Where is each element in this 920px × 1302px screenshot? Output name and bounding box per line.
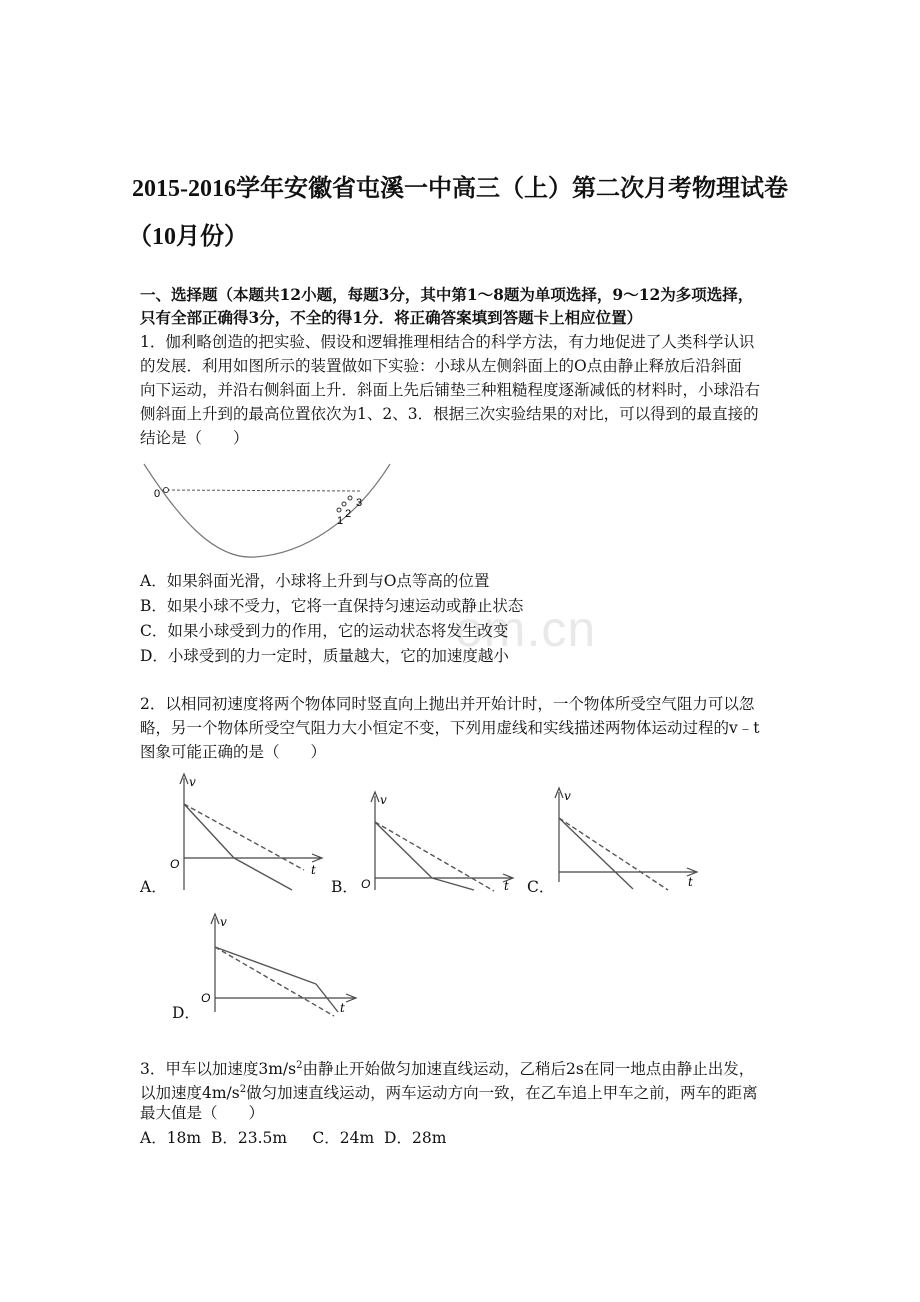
t-label: t [504,879,509,893]
t-label: t [688,875,693,889]
section-header-line-2: 只有全部正确得3分，不全的得1分．将正确答案填到答题卡上相应位置） [140,308,643,327]
watermark: om.cn [455,601,597,657]
q2-graph-b [356,790,521,895]
q2-graph-a [165,772,330,897]
track-curve [144,464,390,557]
q2-graph-c [550,786,710,896]
q3-options: A．18m B．23.5m C．24m D．28m [140,1129,447,1147]
q3-text-line-3: 最大值是（ ） [140,1104,265,1122]
q3-text-line-2 [140,1078,758,1105]
solid-line [184,804,234,858]
q3-line2-part-b: 做匀加速直线运动，两车运动方向一致，在乙车追上甲车之前，两车的距离 [246,1084,758,1102]
label-o: 0 [154,488,161,500]
dashed-line [559,818,668,890]
v-label: v [564,789,571,803]
q3-line2-part-a: 以加速度4m/s [140,1084,240,1102]
label-3: 3 [356,497,363,509]
solid-line [215,947,316,984]
solid-line [559,818,633,889]
ball-2 [342,502,346,506]
q1-text-line: 的发展．利用如图所示的装置做如下实验：小球从左侧斜面上的O点由静止释放后沿斜面 [140,357,742,375]
q1-text-line: 1．伽利略创造的把实验、假设和逻辑推理相结合的科学方法，有力地促进了人类科学认识 [140,333,755,351]
q1-option-b: B．如果小球不受力，它将一直保持匀速运动或静止状态 [140,597,524,615]
solid-line [234,858,292,890]
ball-o [164,488,169,493]
q2-text-line: 2．以相同初速度将两个物体同时竖直向上抛出并开始计时，一个物体所受空气阻力可以忽 [140,695,755,713]
exam-title-subtitle: （10月份） [128,224,248,250]
exam-title: 2015-2016学年安徽省屯溪一中高三（上）第二次月考物理试卷 [132,176,788,202]
dashed-line [215,947,334,1016]
q2-option-d-label: D． [172,1004,200,1022]
q1-text-line: 结论是（ ） [140,429,249,447]
v-label: v [380,793,387,807]
q1-option-a: A．如果斜面光滑，小球将上升到与O点等高的位置 [140,572,490,590]
q1-track-figure [140,460,400,565]
solid-line [432,878,474,890]
dashed-line [375,822,494,891]
t-label: t [340,1001,345,1015]
origin-label: O [201,991,211,1005]
section-header-line-1: 一、选择题（本题共12小题，每题3分，其中第1～8题为单项选择，9～12为多项选择， [140,285,754,304]
origin-label: O [170,857,180,871]
v-label: v [189,775,196,789]
q1-option-c: C．如果小球受到力的作用，它的运动状态将发生改变 [140,622,509,640]
dashed-line [184,804,304,870]
solid-line [375,822,432,878]
q3-text-line-1 [140,1054,754,1081]
q2-option-a-label: A． [140,878,167,896]
q1-text-line: 侧斜面上升到的最高位置依次为1、2、3．根据三次实验结果的对比，可以得到的最直接的 [140,405,759,423]
t-label: t [311,863,316,877]
label-2: 2 [345,508,352,520]
o-level-dashed-line [162,490,362,491]
q2-option-b-label: B． [331,878,358,896]
q2-graph-d [196,912,361,1022]
ball-3 [348,496,352,500]
q1-text-line: 向下运动，并沿右侧斜面上升．斜面上先后铺垫三种粗糙程度逐渐减低的材料时，小球沿右 [140,381,761,399]
q3-line1-part-b: 由静止开始做匀加速直线运动，乙稍后2s在同一地点由静止出发， [302,1060,755,1078]
ball-1 [337,508,341,512]
q2-text-line: 略，另一个物体所受空气阻力大小恒定不变，下列用虚线和实线描述两物体运动过程的v﹣t [140,719,760,737]
q2-text-line: 图象可能正确的是（ ） [140,743,327,761]
q1-option-d: D．小球受到的力一定时，质量越大，它的加速度越小 [140,647,509,665]
q3-line2-superscript: 2 [239,1084,247,1095]
q2-option-c-label: C． [527,878,555,896]
v-label: v [220,915,227,929]
q3-line1-superscript: 2 [296,1060,303,1071]
q3-line1-part-a: 3．甲车以加速度3m/s [140,1060,297,1078]
origin-label: O [361,877,371,891]
label-1: 1 [337,515,344,527]
